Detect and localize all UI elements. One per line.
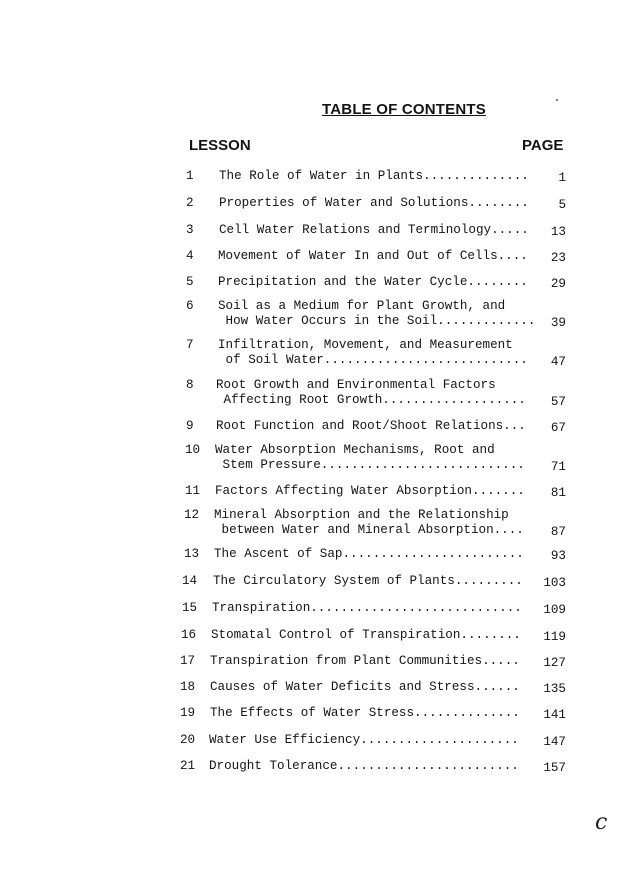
lesson-title-line: Drought Tolerance........................ bbox=[209, 759, 519, 773]
lesson-number: 3 bbox=[186, 223, 194, 237]
page-number: 119 bbox=[543, 630, 566, 644]
lesson-number: 13 bbox=[184, 547, 200, 561]
lesson-title-line: between Water and Mineral Absorption.... bbox=[214, 523, 524, 537]
lesson-number: 12 bbox=[184, 508, 200, 522]
page-title: TABLE OF CONTENTS bbox=[322, 101, 486, 118]
lesson-title-line: The Role of Water in Plants.............. bbox=[219, 169, 529, 183]
page-number: 13 bbox=[550, 225, 566, 239]
page-number: 127 bbox=[543, 656, 566, 670]
page-number: 141 bbox=[543, 708, 566, 722]
lesson-title-line: The Effects of Water Stress.............. bbox=[210, 706, 520, 720]
page-number: 57 bbox=[550, 395, 566, 409]
lesson-title-line: Precipitation and the Water Cycle........ bbox=[218, 275, 528, 289]
lesson-number: 10 bbox=[185, 443, 201, 457]
lesson-title-line: Mineral Absorption and the Relationship bbox=[214, 508, 509, 522]
page-number: 23 bbox=[550, 251, 566, 265]
page-number: 109 bbox=[543, 603, 566, 617]
page-number: 93 bbox=[550, 549, 566, 563]
page-number: 39 bbox=[550, 316, 566, 330]
lesson-title-line: Factors Affecting Water Absorption....... bbox=[215, 484, 525, 498]
page-number: 147 bbox=[543, 735, 566, 749]
lesson-title-line: Stem Pressure........................... bbox=[215, 458, 525, 472]
page-number: 47 bbox=[550, 355, 566, 369]
lesson-column-header: LESSON bbox=[189, 137, 251, 154]
lesson-number: 11 bbox=[185, 484, 201, 498]
lesson-title-line: Cell Water Relations and Terminology..... bbox=[219, 223, 529, 237]
lesson-title-line: Water Use Efficiency..................... bbox=[209, 733, 519, 747]
page-number: 1 bbox=[558, 171, 566, 185]
lesson-number: 1 bbox=[186, 169, 194, 183]
lesson-title-line: Affecting Root Growth................... bbox=[216, 393, 526, 407]
lesson-number: 5 bbox=[186, 275, 194, 289]
lesson-title-line: Causes of Water Deficits and Stress...... bbox=[210, 680, 520, 694]
lesson-number: 16 bbox=[181, 628, 197, 642]
lesson-number: 14 bbox=[182, 574, 198, 588]
lesson-title-line: Infiltration, Movement, and Measurement bbox=[218, 338, 513, 352]
lesson-number: 18 bbox=[180, 680, 196, 694]
stray-dot bbox=[556, 99, 558, 101]
page-number: 29 bbox=[550, 277, 566, 291]
lesson-title-line: Root Growth and Environmental Factors bbox=[216, 378, 496, 392]
lesson-number: 17 bbox=[180, 654, 196, 668]
lesson-number: 21 bbox=[180, 759, 196, 773]
page-number: 103 bbox=[543, 576, 566, 590]
handwritten-mark: c bbox=[595, 810, 608, 835]
page-number: 157 bbox=[543, 761, 566, 775]
lesson-title-line: Transpiration from Plant Communities..... bbox=[210, 654, 520, 668]
lesson-number: 8 bbox=[186, 378, 194, 392]
lesson-title-line: The Ascent of Sap........................ bbox=[214, 547, 524, 561]
lesson-number: 20 bbox=[180, 733, 196, 747]
page-column-header: PAGE bbox=[522, 137, 564, 154]
lesson-number: 4 bbox=[186, 249, 194, 263]
lesson-title-line: Transpiration............................ bbox=[212, 601, 522, 615]
lesson-title-line: of Soil Water........................... bbox=[218, 353, 528, 367]
page-number: 67 bbox=[550, 421, 566, 435]
lesson-number: 15 bbox=[182, 601, 198, 615]
lesson-title-line: Movement of Water In and Out of Cells.... bbox=[218, 249, 528, 263]
lesson-number: 7 bbox=[186, 338, 194, 352]
lesson-number: 2 bbox=[186, 196, 194, 210]
lesson-title-line: Water Absorption Mechanisms, Root and bbox=[215, 443, 495, 457]
lesson-title-line: How Water Occurs in the Soil............. bbox=[218, 314, 536, 328]
lesson-title-line: Stomatal Control of Transpiration........ bbox=[211, 628, 521, 642]
lesson-title-line: Root Function and Root/Shoot Relations... bbox=[216, 419, 526, 433]
lesson-number: 9 bbox=[186, 419, 194, 433]
page-number: 87 bbox=[550, 525, 566, 539]
page-number: 5 bbox=[558, 198, 566, 212]
lesson-number: 19 bbox=[180, 706, 196, 720]
page-number: 81 bbox=[550, 486, 566, 500]
page-number: 135 bbox=[543, 682, 566, 696]
page-number: 71 bbox=[550, 460, 566, 474]
lesson-title-line: Properties of Water and Solutions........ bbox=[219, 196, 529, 210]
lesson-number: 6 bbox=[186, 299, 194, 313]
lesson-title-line: Soil as a Medium for Plant Growth, and bbox=[218, 299, 506, 313]
lesson-title-line: The Circulatory System of Plants......... bbox=[213, 574, 523, 588]
